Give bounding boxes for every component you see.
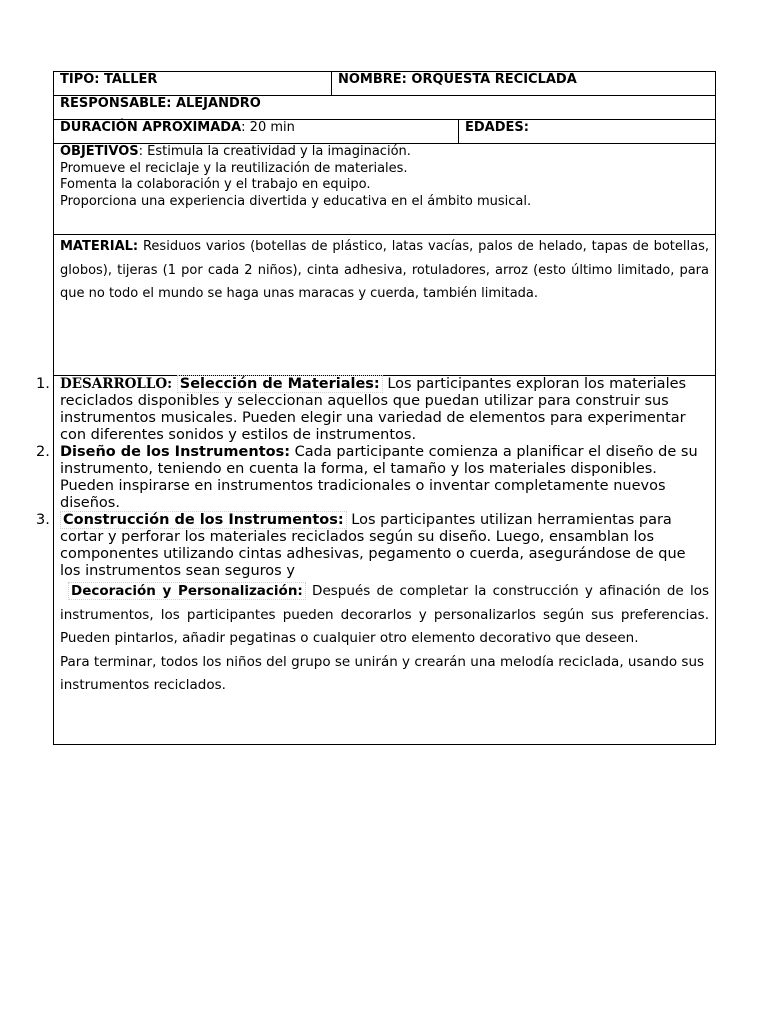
- step-number: 1.: [36, 376, 50, 392]
- objetivos-line2: Promueve el reciclaje y la reutilización de materiales.: [60, 160, 408, 176]
- step-text: Los participantes utilizan herramientas para cortar y perforar los materiales reciclados según su diseño. Luego, ensamblan los componentes utilizando cintas adhesivas, pegamento o cuerda, asegurándose de que los instrumentos sean seguros y: [60, 512, 686, 579]
- row-tipo-nombre: [54, 72, 716, 96]
- cell-objetivos: [54, 144, 716, 235]
- nombre-value: ORQUESTA RECICLADA: [411, 72, 577, 87]
- cell-edades: [459, 120, 716, 144]
- edades-label: EDADES:: [465, 120, 529, 135]
- objetivos-line3: Fomenta la colaboración y el trabajo en equipo.: [60, 177, 371, 192]
- cell-tipo: [54, 72, 332, 96]
- row-duracion-edades: [54, 120, 716, 144]
- step-title: Selección de Materiales:: [177, 375, 383, 393]
- desarrollo-label: DESARROLLO:: [60, 376, 173, 392]
- decoracion-text: Después de completar la construcción y afinación de los instrumentos, los participantes pueden decorarlos y personalizarlos según sus preferencias. Pueden pintarlos, añadir pegatinas o cualquier otro elemento decorativo que deseen.: [60, 583, 709, 646]
- desarrollo-step-2: [36, 444, 709, 512]
- desarrollo-step-3: [36, 512, 709, 580]
- responsable-value: ALEJANDRO: [175, 96, 261, 111]
- step-number: 3.: [36, 512, 50, 528]
- cell-nombre: [332, 72, 716, 96]
- step-title: Construcción de los Instrumentos:: [60, 511, 347, 529]
- row-objetivos: [54, 144, 716, 235]
- cell-responsable: [54, 96, 716, 120]
- step-text: Los participantes exploran los materiales reciclados disponibles y seleccionan aquellos que puedan utilizar para construir sus instrumentos musicales. Pueden elegir una variedad de elementos para experimentar con diferentes sonidos y estilos de instrumentos.: [60, 376, 687, 443]
- row-responsable: [54, 96, 716, 120]
- decoracion-paragraph: [60, 580, 709, 651]
- step-title: Diseño de los Instrumentos:: [60, 444, 291, 460]
- material-label: MATERIAL:: [60, 239, 139, 254]
- row-desarrollo: [54, 376, 716, 745]
- nombre-label: NOMBRE:: [338, 72, 407, 87]
- duracion-label: DURACIÓN APROXIMADA: [60, 120, 242, 135]
- objetivos-label: OBJETIVOS: [60, 144, 139, 159]
- decoracion-title: Decoración y Personalización:: [68, 582, 306, 600]
- step-text: Cada participante comienza a planificar el diseño de su instrumento, teniendo en cuenta la forma, el tamaño y los materiales disponibles. Pueden inspirarse en instrumentos tradicionales o inventar completamente nuevos diseños.: [60, 444, 698, 511]
- step-number: 2.: [36, 444, 50, 460]
- form-table: [36, 71, 716, 745]
- tipo-value: TALLER: [104, 72, 158, 87]
- activity-form: [36, 71, 715, 745]
- desarrollo-step-1: [36, 376, 709, 444]
- material-text: Residuos varios (botellas de plástico, latas vacías, palos de helado, tapas de botellas, globos), tijeras (1 por cada 2 niños), cinta adhesiva, rotuladores, arroz (esto último limitado, para que no todo el mundo se haga unas maracas y cuerda, también limitada.: [60, 239, 709, 301]
- cell-material: [54, 235, 716, 376]
- final-paragraph: Para terminar, todos los niños del grupo se unirán y crearán una melodía reciclada, usando sus instrumentos reciclados.: [60, 653, 705, 693]
- tipo-label: TIPO:: [60, 72, 100, 87]
- objetivos-line4: Proporciona una experiencia divertida y educativa en el ámbito musical.: [60, 193, 532, 209]
- row-material: [54, 235, 716, 376]
- cell-duracion: [54, 120, 459, 144]
- responsable-label: RESPONSABLE:: [60, 96, 172, 111]
- duracion-value: : 20 min: [241, 120, 295, 135]
- cell-desarrollo: [36, 376, 716, 745]
- objetivos-line1: : Estimula la creatividad y la imaginación.: [138, 144, 411, 159]
